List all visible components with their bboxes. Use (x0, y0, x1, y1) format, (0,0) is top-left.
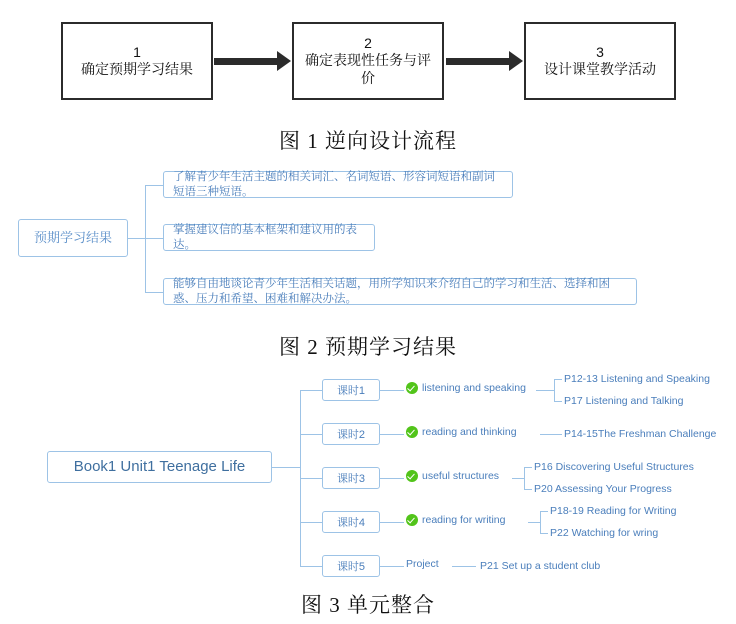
connector-leaf-2 (145, 238, 163, 239)
lesson-box-1: 课时1 (322, 379, 380, 401)
flow-box-2-number: 2 (364, 34, 372, 51)
f3-page-stub-3a (524, 467, 532, 468)
focus-label-1 (406, 382, 526, 394)
figure-1-caption: 图 1 逆向设计流程 (279, 129, 457, 153)
focus-label-4-text: reading for writing (422, 514, 506, 526)
figure-1-flowchart (0, 10, 736, 125)
focus-label-4 (406, 514, 505, 526)
focus-label-3-text: useful structures (422, 470, 500, 482)
check-icon (406, 426, 418, 438)
f3-page-stub-4a (540, 511, 548, 512)
focus-label-2-text: reading and thinking (422, 426, 517, 438)
f3-connector-pages-5 (452, 566, 476, 567)
lesson-box-4: 课时4 (322, 511, 380, 533)
f3-connector-pages-3 (512, 478, 524, 479)
flow-box-2-text: 确定表现性任务与评价 (305, 52, 431, 86)
check-icon (406, 382, 418, 394)
f3-connector-focus-3 (380, 478, 404, 479)
flow-box-3-text: 设计课堂教学活动 (544, 61, 656, 77)
f3-connector-lesson-1 (300, 390, 322, 391)
f3-page-stub-3b (524, 489, 532, 490)
flow-box-1-text: 确定预期学习结果 (81, 61, 193, 77)
f3-connector-pages-1 (536, 390, 554, 391)
f3-page-stub-4b (540, 533, 548, 534)
f3-pages-spine-3 (524, 467, 525, 489)
f3-connector-lesson-5 (300, 566, 322, 567)
flow-box-3 (524, 22, 676, 100)
f3-connector-focus-5 (380, 566, 404, 567)
page-label-1-2: P17 Listening and Talking (564, 395, 684, 407)
f3-connector-pages-2 (540, 434, 562, 435)
lesson-box-2: 课时2 (322, 423, 380, 445)
flow-arrow-2 (446, 58, 510, 65)
flow-arrow-1 (214, 58, 278, 65)
figure-2-mindmap (0, 168, 736, 318)
figure-3-caption: 图 3 单元整合 (301, 593, 435, 617)
flow-box-3-number: 3 (596, 43, 604, 60)
f3-connector-pages-4 (528, 522, 540, 523)
figure-2-root-node: 预期学习结果 (18, 219, 128, 257)
f3-connector-focus-4 (380, 522, 404, 523)
figure-3-unit-map (0, 366, 736, 576)
figure-2-leaf-3: 能够自由地谈论青少年生活相关话题，用所学知识来介绍自己的学习和生活、选择和困惑、压力和希望、困难和解决办法。 (163, 278, 637, 305)
f3-pages-spine-4 (540, 511, 541, 533)
f3-connector-lesson-4 (300, 522, 322, 523)
f3-page-stub-1b (554, 401, 562, 402)
focus-label-3 (406, 470, 499, 482)
f3-page-stub-1a (554, 379, 562, 380)
flow-box-1 (61, 22, 213, 100)
connector-leaf-1 (145, 185, 163, 186)
f3-connector-focus-1 (380, 390, 404, 391)
page-label-4-2: P22 Watching for wring (550, 527, 659, 539)
lesson-box-5: 课时5 (322, 555, 380, 577)
figure-2-caption: 图 2 预期学习结果 (279, 335, 457, 359)
check-icon (406, 514, 418, 526)
focus-label-2 (406, 426, 517, 438)
lesson-box-3: 课时3 (322, 467, 380, 489)
f3-connector-focus-2 (380, 434, 404, 435)
page-label-3-1: P16 Discovering Useful Structures (534, 461, 694, 473)
connector-root-stub (128, 238, 145, 239)
f3-connector-root-stub (272, 467, 300, 468)
page-label-3-2: P20 Assessing Your Progress (534, 483, 672, 495)
f3-connector-lesson-2 (300, 434, 322, 435)
connector-leaf-3 (145, 292, 163, 293)
flow-box-2 (292, 22, 444, 100)
page-label-5-1: P21 Set up a student club (480, 560, 601, 572)
flow-box-1-number: 1 (133, 43, 141, 60)
check-icon (406, 470, 418, 482)
f3-connector-lesson-3 (300, 478, 322, 479)
f3-pages-spine-1 (554, 379, 555, 401)
figure-3-root-node: Book1 Unit1 Teenage Life (47, 451, 272, 483)
page-label-4-1: P18-19 Reading for Writing (550, 505, 677, 517)
page-label-2-1: P14-15The Freshman Challenge (564, 428, 717, 440)
focus-label-5 (406, 558, 439, 570)
focus-label-1-text: listening and speaking (422, 382, 526, 394)
page-label-1-1: P12-13 Listening and Speaking (564, 373, 710, 385)
figure-2-leaf-2: 掌握建议信的基本框架和建议用的表达。 (163, 224, 375, 251)
figure-2-leaf-1: 了解青少年生活主题的相关词汇、名词短语、形容词短语和副词短语三种短语。 (163, 171, 513, 198)
focus-label-5-text: Project (406, 558, 439, 570)
